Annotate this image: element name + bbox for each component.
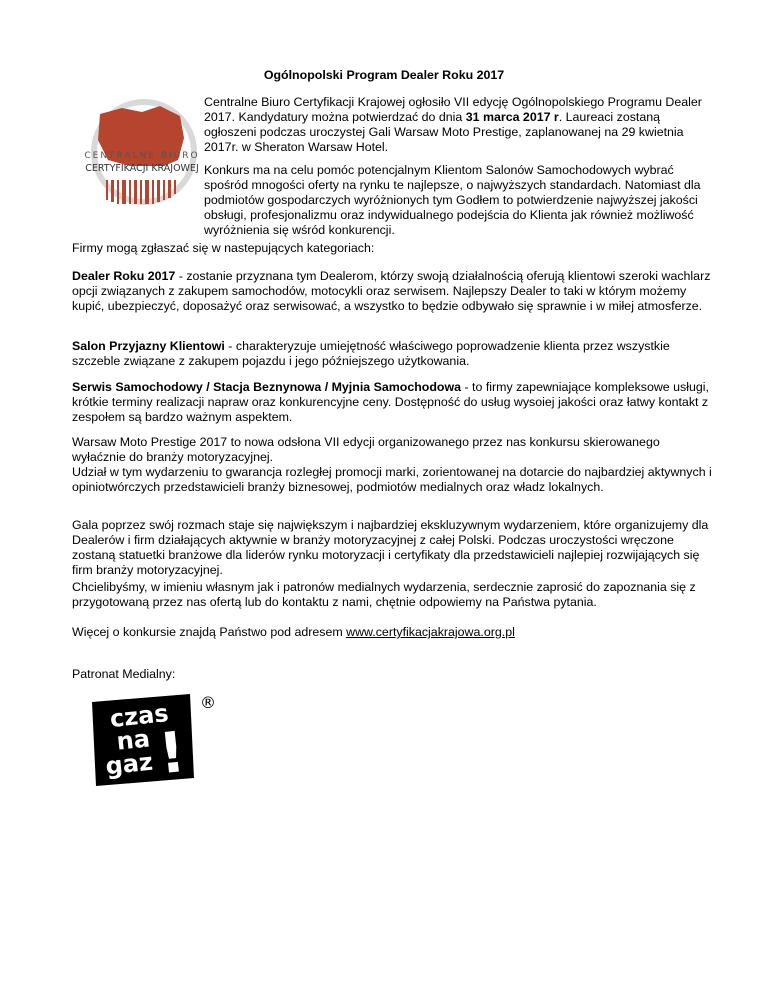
category-salon bbox=[72, 339, 712, 369]
page-title: Ogólnopolski Program Dealer Roku 2017 bbox=[263, 68, 505, 82]
cng-line2: na bbox=[115, 724, 152, 756]
intro-paragraph bbox=[204, 95, 704, 155]
cbck-logo bbox=[72, 94, 212, 206]
konkurs-paragraph: Konkurs ma na celu pomóc potencjalnym Klientom Salonów Samochodowych wybrać spośród mnogości oferty na rynku te najlepsze, o najwyższych standardach. Natomiast dla podmiotów gospodarczych wyróżnionych tym Godłem to potwierdzenie najwyższej jakości obsługi, profesjonalizmu oraz indywidualnego podejścia do Klienta jak również możliwość wyróżnienia się wśród konkurencji. bbox=[204, 163, 701, 237]
invite-paragraph: Chcielibyśmy, w imieniu własnym jak i patronów medialnych wydarzenia, serdecznie zaprosić do zapoznania się z przygotowaną przez nas ofertą lub do kontaktu z nami, chętnie odpowiemy na Państwa pytania. bbox=[72, 580, 696, 609]
patronat-label: Patronat Medialny: bbox=[72, 667, 176, 681]
warsaw-paragraph bbox=[72, 435, 712, 495]
category-serwis bbox=[72, 380, 712, 425]
czas-na-gaz-logo bbox=[82, 690, 220, 788]
category-dealer bbox=[72, 269, 712, 314]
website-link[interactable]: www.certyfikacjakrajowa.org.pl bbox=[346, 625, 515, 639]
more-info bbox=[72, 625, 712, 640]
intro-text-end: . Laureaci zostaną ogłoszeni podczas uroczystej Gali Warsaw Moto Prestige, zaplanowanej na 29 kwietnia 2017r. w Sheraton Warsaw Hotel. bbox=[204, 110, 684, 154]
registered-icon: ® bbox=[200, 693, 216, 712]
intro-text: Centralne Biuro Certyfikacji Krajowej ogłosiło VII edycję Ogólnopolskiego Programu Dealer 2017. Kandydatury można potwierdzać do dnia bbox=[204, 95, 702, 124]
warsaw-line1: Warsaw Moto Prestige 2017 to nowa odsłona VII edycji organizowanego przez nas konkursu skierowanego wyłaćznie do branży motoryzacyjnej. bbox=[72, 435, 660, 464]
category-text: - charakteryzuje umiejętność właściwego poprowadzenie klienta przez wszystkie szczeble związane z zakupem pojazdu i jego późniejszego użytkowania. bbox=[72, 339, 670, 368]
category-name: Dealer Roku 2017 bbox=[72, 269, 176, 283]
category-text: - to firmy zapewniające kompleksowe usługi, krótkie terminy realizacji napraw oraz konkurencyjne ceny. Dostępność do usług wysoiej jakości oraz łatwy kontakt z zespołem są bardzo ważnym aspektem. bbox=[72, 380, 709, 424]
cng-line1: czas bbox=[108, 699, 170, 734]
cng-line3: gaz bbox=[104, 747, 155, 781]
category-name: Salon Przyjazny Klientowi bbox=[72, 339, 225, 353]
gala-paragraph: Gala poprzez swój rozmach staje się największym i najbardziej ekskluzywnym wydarzeniem, które organizujemy dla Dealerów i firm działających aktywnie w branży motoryzacyjnej z całej Polski. Podczas uroczystości wręczone zostaną statuetki branżowe dla liderów rynku motoryzacji i certyfikaty dla przedstawicieli najlepiej rozwijających się firm branży motoryzacyjnej. bbox=[72, 518, 709, 577]
cng-exclamation: ! bbox=[155, 719, 189, 788]
warsaw-line2: Udział w tym wydarzeniu to gwarancja rozległej promocji marki, zorientowanej na dotarcie do najbardziej aktywnych i opiniotwórczych przedstawicieli branży biznesowej, podmiotów medialnych oraz władz lokalnych. bbox=[72, 465, 712, 494]
more-text: Więcej o konkursie znajdą Państwo pod adresem bbox=[72, 625, 347, 639]
intro-date: 31 marca 2017 r bbox=[465, 110, 559, 124]
logo-line1: CENTRALNE BIURO bbox=[84, 151, 200, 161]
category-text: - zostanie przyznana tym Dealerom, którzy swoją działalnością oferują klientowi szeroki wachlarz opcji związanych z zakupem samochodów, motocykli oraz serwisem. Najlepszy Dealer to taki w którym możemy kupić, ubezpieczyć, doposażyć oraz serwisować, a wszystko to będzie odbywało się sprawnie i w miłej atmosferze. bbox=[72, 269, 711, 313]
categories-intro: Firmy mogą zgłaszać się w nastepujących kategoriach: bbox=[72, 241, 375, 255]
category-name: Serwis Samochodowy / Stacja Beznynowa / Myjnia Samochodowa bbox=[72, 380, 462, 394]
logo-line2: CERTYFIKACJI KRAJOWEJ bbox=[85, 163, 199, 174]
